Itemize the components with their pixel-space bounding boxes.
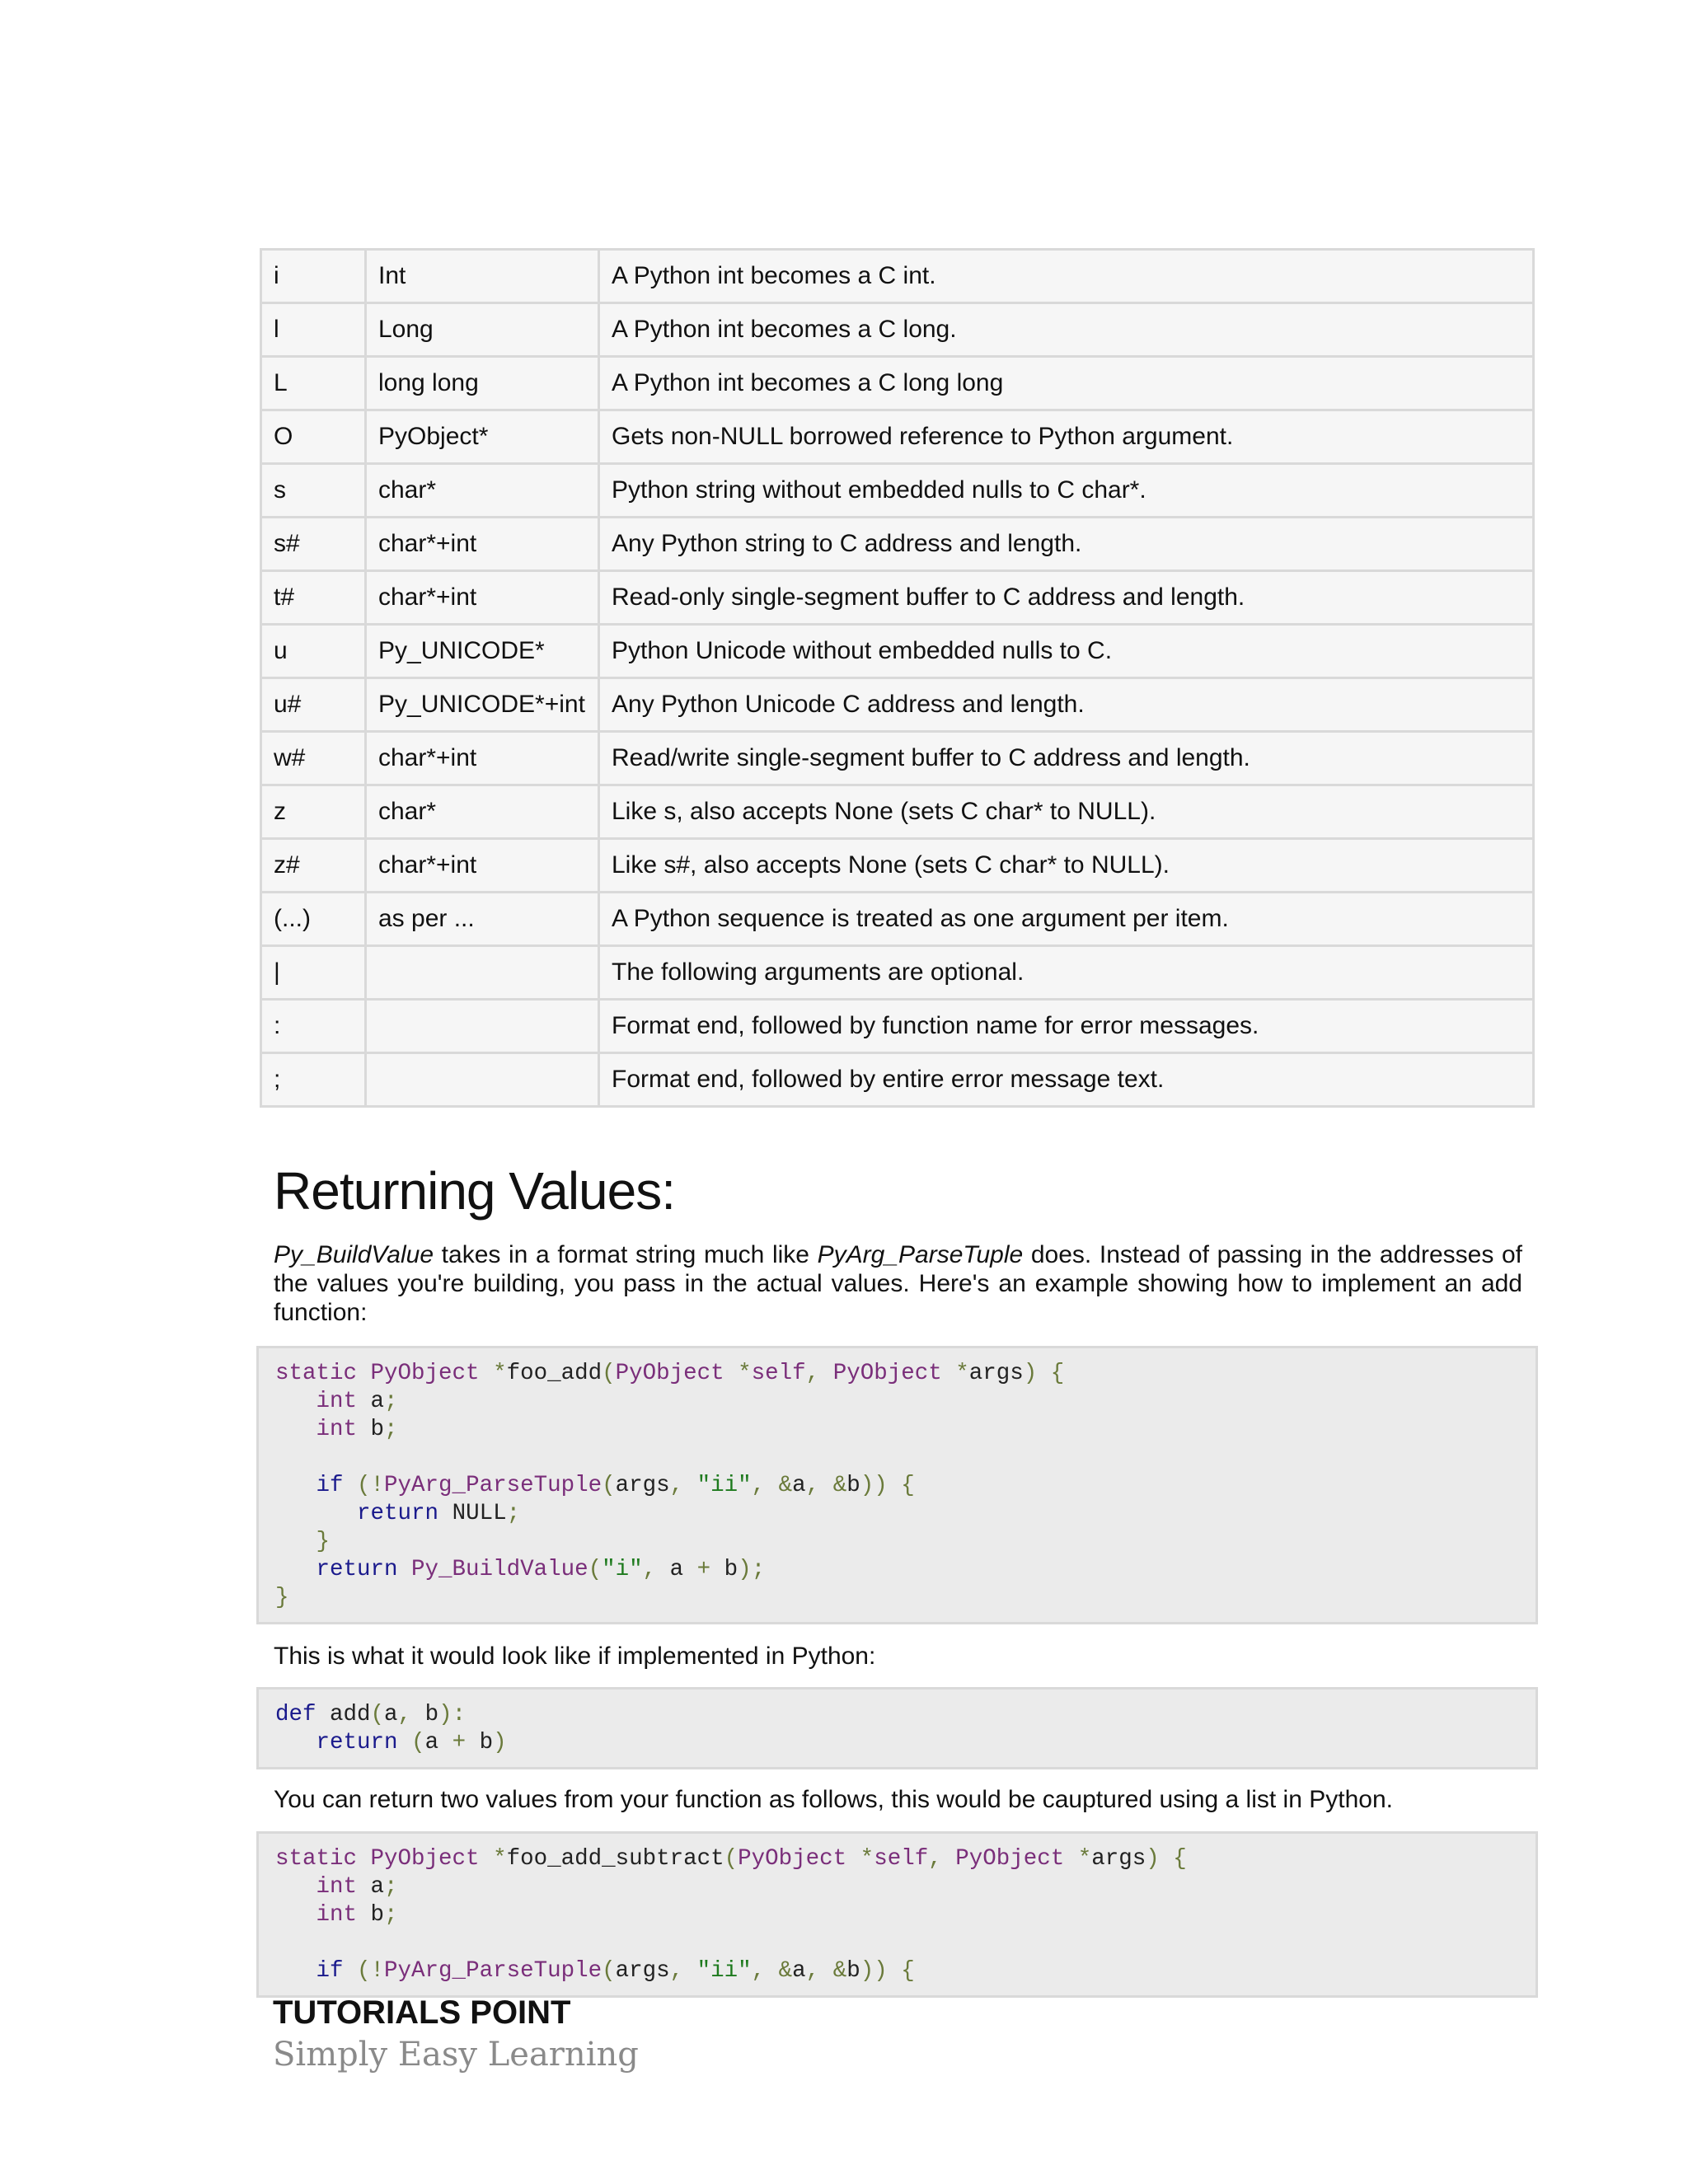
format-code-cell: u [261, 625, 366, 678]
description-cell: Like s#, also accepts None (sets C char* to NULL). [599, 839, 1534, 893]
table-row [261, 357, 1534, 410]
description-cell: A Python int becomes a C int. [599, 250, 1534, 303]
description-cell: A Python sequence is treated as one argument per item. [599, 893, 1534, 946]
intro-text-2: does. Instead of passing in the addresses of the values you're building, you pass in the actual values. Here's an example showing how to implement an add function: [274, 1241, 1523, 1326]
table-row [261, 625, 1534, 678]
description-cell: The following arguments are optional. [599, 946, 1534, 1000]
c-type-cell: Int [366, 250, 599, 303]
code-line [275, 1873, 1521, 1901]
code-token: int [316, 1902, 371, 1928]
c-type-cell: char*+int [366, 732, 599, 785]
code-token: args [968, 1361, 1024, 1386]
format-code-cell: l [261, 303, 366, 357]
code-token: static [275, 1846, 371, 1872]
description-cell: Python Unicode without embedded nulls to C. [599, 625, 1534, 678]
footer-brand: TUTORIALS POINT [273, 1994, 571, 2031]
code-line [275, 1444, 1521, 1472]
code-token: , [669, 1958, 697, 1984]
format-code-cell: L [261, 357, 366, 410]
description-cell: Gets non-NULL borrowed reference to Python argument. [599, 410, 1534, 464]
format-code-cell: z [261, 785, 366, 839]
format-code-cell: t# [261, 571, 366, 625]
code-token: int [316, 1389, 371, 1414]
c-type-cell: PyObject* [366, 410, 599, 464]
code-line [275, 1388, 1521, 1416]
code-token: a [792, 1958, 806, 1984]
format-code-cell: | [261, 946, 366, 1000]
code-token: (! [357, 1473, 385, 1498]
description-cell: Format end, followed by entire error message text. [599, 1053, 1534, 1107]
table-row [261, 678, 1534, 732]
code-token: PyObject [370, 1361, 494, 1386]
table-row [261, 410, 1534, 464]
code-token: ( [602, 1473, 616, 1498]
code-token: } [316, 1529, 331, 1554]
code-line [275, 1360, 1521, 1388]
code-token: ( [724, 1846, 738, 1872]
c-type-cell: long long [366, 357, 599, 410]
table-row [261, 518, 1534, 571]
code-token: ; [384, 1874, 398, 1900]
code-token: )) { [860, 1473, 915, 1498]
code-token: , [642, 1557, 670, 1582]
code-block-foo-add-subtract [256, 1831, 1538, 1998]
code-line [275, 1500, 1521, 1528]
code-token: ( [602, 1361, 616, 1386]
code-token: ( [602, 1958, 616, 1984]
code-token: (! [357, 1958, 385, 1984]
code-token: ) { [1023, 1361, 1065, 1386]
code-token: ) { [1146, 1846, 1187, 1872]
code-token: b [370, 1417, 385, 1442]
code-token: * [738, 1361, 752, 1386]
code-token: * [493, 1361, 507, 1386]
code-token: PyObject [370, 1846, 494, 1872]
code-token: Py_BuildValue [411, 1557, 588, 1582]
description-cell: Python string without embedded nulls to C char*. [599, 464, 1534, 518]
section-heading: Returning Values: [274, 1161, 675, 1221]
c-type-cell [366, 1053, 599, 1107]
code-token: PyArg_ParseTuple [384, 1958, 603, 1984]
code-token: b [846, 1473, 860, 1498]
code-token: a [669, 1557, 697, 1582]
format-code-cell: u# [261, 678, 366, 732]
code-token: PyObject [615, 1361, 738, 1386]
code-token: b [370, 1902, 385, 1928]
two-values-paragraph: You can return two values from your function as follows, this would be cauptured using a list in Python. [274, 1786, 1393, 1813]
table-row [261, 946, 1534, 1000]
code-token [275, 1874, 316, 1900]
code-token: if [316, 1473, 358, 1498]
c-type-cell: Long [366, 303, 599, 357]
code-token: ( [370, 1702, 385, 1727]
code-token [275, 1417, 316, 1442]
code-line [275, 1729, 1521, 1757]
c-type-cell: char* [366, 464, 599, 518]
code-token: PyArg_ParseTuple [384, 1473, 603, 1498]
code-token [275, 1557, 316, 1582]
code-token: args [615, 1473, 670, 1498]
format-code-cell: ; [261, 1053, 366, 1107]
code-token: b [479, 1730, 494, 1755]
format-code-cell: : [261, 1000, 366, 1053]
intro-text-1: takes in a format string much like [434, 1241, 818, 1268]
code-token: b [724, 1557, 738, 1582]
code-token [275, 1473, 316, 1498]
code-token: "i" [602, 1557, 643, 1582]
table-row [261, 839, 1534, 893]
code-token: ; [384, 1902, 398, 1928]
code-token: + [696, 1557, 724, 1582]
format-code-cell: s# [261, 518, 366, 571]
c-type-cell [366, 946, 599, 1000]
code-token: ); [738, 1557, 766, 1582]
code-token: b [846, 1958, 860, 1984]
python-intro-paragraph: This is what it would look like if implemented in Python: [274, 1643, 876, 1670]
code-line [275, 1528, 1521, 1556]
code-token: , [928, 1846, 956, 1872]
description-cell: Any Python string to C address and length. [599, 518, 1534, 571]
code-line [275, 1845, 1521, 1873]
description-cell: A Python int becomes a C long long [599, 357, 1534, 410]
format-codes-table [260, 248, 1535, 1108]
code-line [275, 1416, 1521, 1444]
code-token: a [424, 1730, 452, 1755]
code-token: ; [506, 1501, 521, 1526]
code-token: PyObject [955, 1846, 1078, 1872]
code-token: a [370, 1389, 385, 1414]
c-type-cell: Py_UNICODE*+int [366, 678, 599, 732]
code-token [275, 1501, 357, 1526]
code-token [275, 1958, 316, 1984]
footer-tagline: Simply Easy Learning [273, 2036, 639, 2074]
format-code-cell: s [261, 464, 366, 518]
description-cell: Any Python Unicode C address and length. [599, 678, 1534, 732]
description-cell: Read-only single-segment buffer to C address and length. [599, 571, 1534, 625]
fn-py-buildvalue: Py_BuildValue [274, 1241, 434, 1268]
code-token [275, 1529, 316, 1554]
code-token: * [1077, 1846, 1092, 1872]
code-line [275, 1929, 1521, 1957]
fn-pyarg-parsetuple: PyArg_ParseTuple [817, 1241, 1024, 1268]
code-token: ( [411, 1730, 425, 1755]
code-token: return [357, 1501, 452, 1526]
table-row [261, 571, 1534, 625]
code-token: self [751, 1361, 806, 1386]
code-token: )) { [860, 1958, 915, 1984]
code-token: * [493, 1846, 507, 1872]
code-token: a [370, 1874, 385, 1900]
code-token: , & [751, 1473, 793, 1498]
format-code-cell: O [261, 410, 366, 464]
code-block-foo-add [256, 1346, 1538, 1624]
code-token: PyObject [738, 1846, 860, 1872]
code-line [275, 1472, 1521, 1500]
code-line [275, 1957, 1521, 1985]
code-token: static [275, 1361, 371, 1386]
code-token: args [615, 1958, 670, 1984]
code-token: "ii" [696, 1958, 752, 1984]
table-row [261, 893, 1534, 946]
table-row [261, 464, 1534, 518]
code-token: b [424, 1702, 439, 1727]
table-row [261, 1053, 1534, 1107]
c-type-cell: char*+int [366, 839, 599, 893]
description-cell: A Python int becomes a C long. [599, 303, 1534, 357]
code-token: NULL [452, 1501, 507, 1526]
code-line [275, 1701, 1521, 1729]
c-type-cell: char*+int [366, 518, 599, 571]
code-token: ) [493, 1730, 507, 1755]
code-token: a [792, 1473, 806, 1498]
code-token [275, 1902, 316, 1928]
table-row [261, 785, 1534, 839]
code-token: * [955, 1361, 969, 1386]
c-type-cell: Py_UNICODE* [366, 625, 599, 678]
code-token: PyObject [832, 1361, 956, 1386]
code-token: self [874, 1846, 929, 1872]
code-token [275, 1389, 316, 1414]
code-token: * [860, 1846, 874, 1872]
table-row [261, 303, 1534, 357]
c-type-cell: char* [366, 785, 599, 839]
format-code-cell: w# [261, 732, 366, 785]
code-token: foo_add_subtract [506, 1846, 724, 1872]
code-line [275, 1901, 1521, 1929]
code-token: return [316, 1557, 412, 1582]
description-cell: Read/write single-segment buffer to C address and length. [599, 732, 1534, 785]
code-token: ( [588, 1557, 603, 1582]
c-type-cell: char*+int [366, 571, 599, 625]
table-row [261, 732, 1534, 785]
format-code-cell: z# [261, 839, 366, 893]
code-token: + [452, 1730, 480, 1755]
description-cell: Format end, followed by function name for error messages. [599, 1000, 1534, 1053]
code-token: , & [751, 1958, 793, 1984]
code-token: ): [438, 1702, 467, 1727]
code-token: , & [805, 1473, 847, 1498]
c-type-cell: as per ... [366, 893, 599, 946]
code-token: , [805, 1361, 833, 1386]
code-token: foo_add [506, 1361, 603, 1386]
intro-paragraph [274, 1240, 1522, 1327]
code-token: ; [384, 1389, 398, 1414]
code-block-python-add [256, 1687, 1538, 1769]
code-line [275, 1584, 1521, 1612]
code-token: "ii" [696, 1473, 752, 1498]
c-type-cell [366, 1000, 599, 1053]
format-code-cell: (...) [261, 893, 366, 946]
code-token: return [316, 1730, 412, 1755]
format-codes-table-body [261, 250, 1534, 1107]
code-token: add [330, 1702, 371, 1727]
code-token: ; [384, 1417, 398, 1442]
table-row [261, 250, 1534, 303]
description-cell: Like s, also accepts None (sets C char* to NULL). [599, 785, 1534, 839]
code-token: , & [805, 1958, 847, 1984]
code-token: int [316, 1874, 371, 1900]
table-row [261, 1000, 1534, 1053]
code-token: } [275, 1585, 289, 1610]
code-token: a [384, 1702, 398, 1727]
code-token: args [1091, 1846, 1146, 1872]
code-token: , [669, 1473, 697, 1498]
code-token: def [275, 1702, 331, 1727]
code-token: if [316, 1958, 358, 1984]
format-code-cell: i [261, 250, 366, 303]
code-token [275, 1730, 316, 1755]
code-line [275, 1556, 1521, 1584]
code-token: , [397, 1702, 425, 1727]
code-token: int [316, 1417, 371, 1442]
